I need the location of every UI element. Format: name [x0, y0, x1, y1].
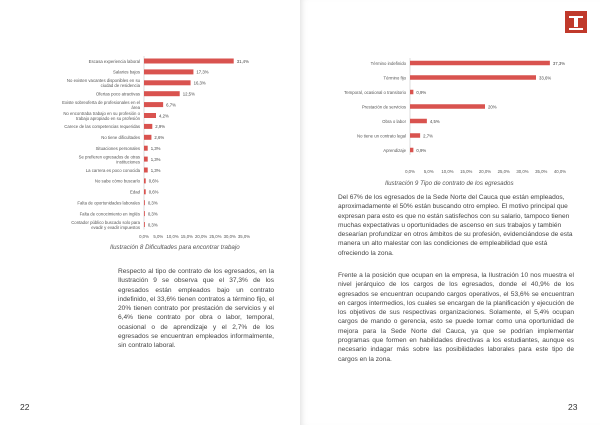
x-tick-label: 40,0% [553, 169, 567, 174]
category-label: La carrera es poco conocida [85, 167, 140, 173]
x-tick-label: 35,0% [535, 169, 548, 174]
bar-value-label: 1,3% [150, 156, 161, 162]
bar-value-label: 0,6% [148, 178, 159, 184]
x-tick-label: 5,0% [423, 169, 434, 174]
bar-value-label: 17,3% [196, 69, 209, 75]
bar [144, 146, 148, 151]
category-label: No tiene dificultades [101, 135, 140, 141]
category-label: No tiene un contrato legal [357, 133, 406, 139]
category-label: Se prefieren egresados de otras [78, 154, 140, 160]
bar-value-label: 0,6% [148, 189, 159, 195]
bar-value-label: 0,3% [147, 222, 158, 228]
bar-value-label: 20% [488, 104, 497, 110]
bar [144, 168, 148, 173]
bar [144, 59, 234, 64]
category-label: Temporal, ocasional o transitorio [344, 89, 406, 95]
category-label: Carece de las competencias requeridas [64, 124, 140, 130]
x-tick-label: 30,0% [516, 169, 529, 174]
chart-caption: Ilustración 9 Tipo de contrato de los egresados [385, 180, 514, 187]
bar-value-label: 2,7% [423, 133, 433, 139]
category-label: Salarios bajos [113, 69, 140, 75]
bar [144, 211, 145, 216]
university-logo [565, 11, 587, 33]
bar [144, 135, 151, 140]
category-label: instituciones [116, 159, 140, 165]
x-tick-label: 30,0% [223, 234, 236, 239]
x-tick-label: 10,0% [166, 234, 179, 239]
category-label: Ofertas poco atractivas [95, 91, 140, 97]
bar-value-label: 2,9% [155, 124, 166, 130]
bar [410, 61, 550, 66]
category-label: No sabe cómo buscarlo [94, 178, 140, 184]
category-label: Contador público buscado solo para [71, 219, 140, 225]
category-label: Falta de oportunidades laborales [77, 200, 140, 206]
bar [410, 119, 427, 124]
bar-value-label: 6,7% [166, 102, 176, 108]
difficulties-chart-svg [0, 0, 300, 245]
contract-type-chart-svg [300, 0, 600, 180]
x-tick-label: 5,0% [153, 234, 164, 239]
page-number: 22 [20, 402, 30, 412]
bar [144, 157, 148, 162]
page-number: 23 [568, 402, 578, 412]
bar [144, 80, 191, 85]
bar-value-label: 4,5% [429, 118, 440, 124]
logo-underline [569, 28, 583, 30]
bar-value-label: 1,3% [150, 167, 161, 173]
x-tick-label: 20,0% [478, 169, 492, 174]
category-label: Aprendizaje [383, 147, 406, 153]
category-label: Escasa experiencia laboral [88, 58, 140, 64]
x-tick-label: 15,0% [460, 169, 473, 174]
bar [144, 113, 156, 118]
bar [144, 200, 145, 205]
category-label: Obra o labor [382, 118, 406, 124]
body-paragraph-2: Frente a la posición que ocupan en la empresa, la Ilustración 10 nos muestra el nivel jerárquico de los cargos de los egresados, donde el 40,9% de los egresados se encuentran ocupando cargos operativos, el 53,6% se encuentran en cargos intermedios, los cuales se encargan de la planificación y ejecución de los objetivos de sus respectivas organizaciones. Solamente, el 5,4% ocupan cargos de mando o gerencia, esto se puede tomar como una oportunidad de mejora para la Sede Norte del Cauca, ya que se podrían implementar programas que formen en habilidades directivas a los estudiantes, aunque es necesario indagar más sobre las posibilidades laborales para este tipo de cargos en la zona. [338, 272, 574, 363]
category-label: No encontraba trabajo en su profesión o [63, 110, 140, 116]
bar [144, 69, 193, 74]
bar [410, 133, 420, 138]
bar-value-label: 0,3% [147, 200, 158, 206]
bar [410, 90, 413, 95]
category-label: Existe sobreoferta de profesionales en el [62, 99, 140, 105]
bar [144, 189, 146, 194]
category-label: ciudad de residencia [100, 83, 140, 89]
bar-value-label: 0,3% [147, 211, 158, 217]
bar [144, 178, 146, 183]
category-label: Término indefinido [370, 60, 406, 66]
bar-value-label: 37,3% [552, 60, 566, 66]
bar [410, 75, 536, 80]
x-tick-label: 20,0% [195, 234, 208, 239]
category-label: trabajo apropiado en su profesión [75, 115, 140, 121]
bar-value-label: 4,2% [159, 113, 169, 119]
x-tick-label: 15,0% [180, 234, 193, 239]
bar-value-label: 2,6% [154, 135, 165, 141]
category-label: No existen vacantes disponibles en su [66, 78, 140, 84]
bar [144, 222, 145, 227]
category-label: Término fijo [383, 75, 406, 81]
x-tick-label: 0,0% [139, 234, 149, 239]
body-paragraph-1: Del 67% de los egresados de la Sede Norte del Cauca que están empleados, aproximadamente el 50% están buscando otro empleo. El motivo principal que expresan para esto es que no están satisfechos con su salario, tampoco tienen muchas expectativas u oportunidades de ascenso en sus trabajos y también desearían profundizar en otros ámbitos de su profesión, evidenciándose de esta manera un alto malestar con las condiciones de empleabilidad que está ofreciendo la zona. [338, 194, 573, 257]
bar-value-label: 16,3% [193, 80, 206, 86]
category-label: área [131, 104, 140, 110]
bar [410, 104, 485, 109]
chart-caption: Ilustración 8 Dificultades para encontrar trabajo [110, 244, 240, 251]
bar-value-label: 0,9% [416, 147, 427, 153]
bar [144, 124, 152, 129]
bar-value-label: 31,4% [236, 58, 249, 64]
category-label: Edad [129, 189, 140, 195]
category-label: Situaciones personales [95, 146, 140, 151]
category-label: Prestación de servicios [361, 104, 406, 110]
category-label: evadir y evadir impuestos [91, 224, 140, 230]
category-label: Falta de conocimiento en inglés [79, 211, 140, 217]
bar-value-label: 0,9% [416, 89, 427, 95]
x-tick-label: 25,0% [209, 234, 222, 239]
body-paragraph: Respecto al tipo de contrato de los egresados, en la Ilustración 9 se observa que el 37,3% de los egresados están empleados bajo un contrato indefinido, el 33,6% tienen contratos a término fijo, el 20% tienen contrato por prestación de servicios y el 6,4% tiene contrato por obra o labor, temporal, ocasional o de aprendizaje y el 2,7% de los egresados se encuentran empleados informalmente, sin contrato laboral. [118, 268, 274, 350]
bar-value-label: 33,6% [539, 75, 552, 81]
bar-value-label: 1,3% [150, 146, 161, 151]
right-page [300, 0, 600, 425]
x-tick-label: 35,0% [237, 234, 251, 239]
bar [410, 148, 413, 153]
bar [144, 91, 180, 96]
x-tick-label: 25,0% [497, 169, 510, 174]
x-tick-label: 10,0% [441, 169, 454, 174]
x-tick-label: 0,0% [405, 169, 415, 174]
bar [144, 102, 163, 107]
bar-value-label: 12,5% [182, 91, 195, 97]
